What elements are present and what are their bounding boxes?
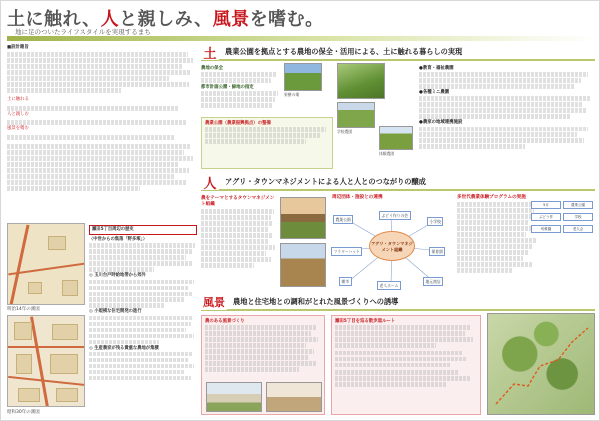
body-line <box>89 358 188 363</box>
body-line <box>7 135 174 140</box>
heading-education-farm: ●教育・福祉農園 <box>419 66 454 71</box>
body-line <box>89 297 184 302</box>
section-soil-title: 農業公園を拠点とする農地の保全・活用による、土に触れる暮らしの実現 <box>225 47 463 56</box>
body-line <box>89 286 188 291</box>
body-line <box>7 162 178 167</box>
history-box <box>89 225 197 235</box>
body-line <box>7 168 189 173</box>
section-people-kanji: 人 <box>201 174 219 190</box>
body-line <box>89 267 154 272</box>
section-landscape-header <box>201 295 595 311</box>
heading-farmland-preservation: 農地の保全 <box>201 66 223 71</box>
diagram-node: 農業公園 <box>333 215 353 224</box>
heading-mini-farms: ●各種ミニ農園 <box>419 90 450 96</box>
design-heading: ■設計趣旨 <box>7 45 29 50</box>
history-subtitle: 〈中世からの集落「野多塚」〉 <box>89 237 148 243</box>
body-line <box>89 316 193 321</box>
title-part-1: 土に触れ、 <box>7 9 101 30</box>
agri-park-box <box>201 117 333 169</box>
body-line <box>89 370 184 375</box>
body-line <box>7 156 193 161</box>
section-soil-header <box>201 45 595 61</box>
body-line <box>7 120 186 125</box>
photo-market <box>280 197 326 239</box>
diagram-node: 小学校 <box>427 217 443 226</box>
body-line <box>7 186 140 191</box>
diagram-node: フラワーハット <box>331 247 362 256</box>
program-cell: ぶどう作 <box>531 213 561 221</box>
landscape-box-b <box>331 315 481 415</box>
body-line <box>7 88 121 93</box>
title-part-5: を嗜む。 <box>249 9 324 30</box>
body-line <box>89 328 186 333</box>
heading-multigeneration: 多世代農業体験プログラムの実施 <box>457 195 526 200</box>
people-left-text <box>201 195 277 269</box>
soil-left-text <box>201 65 281 109</box>
heading-farmer-facilities: ●農家の地域連携施設 <box>419 120 463 126</box>
landscape-illustration-2 <box>266 382 322 412</box>
photo-orchard <box>284 63 322 91</box>
program-cell: 学校 <box>563 213 593 221</box>
heading-walking-route: 瀬田5丁目を巡る散歩道ルート <box>335 319 396 324</box>
body-line <box>89 352 192 357</box>
heading-partnership: 周辺団体・施設との連携 <box>332 195 383 200</box>
body-line <box>89 280 194 285</box>
body-line <box>7 76 169 81</box>
photo-experience-farm <box>379 126 413 150</box>
partnership-diagram <box>331 201 451 291</box>
body-line <box>89 334 194 339</box>
section-soil-kanji: 土 <box>201 44 219 60</box>
photo-caption-orchard: 果樹の畑 <box>284 92 300 97</box>
body-line <box>89 303 165 308</box>
section-landscape-title: 農地と住宅地との調和がとれた風景づくりへの誘導 <box>233 297 399 306</box>
program-cell: 農業公園 <box>563 201 593 209</box>
heading-agri-park: 農業公園（農業振興拠点）の整備 <box>205 121 271 126</box>
diagram-node: 朝市 <box>339 277 352 286</box>
body-line <box>89 364 194 369</box>
body-line <box>89 261 193 266</box>
diagram-center: アグリ・タウンマネジメント組織 <box>369 231 415 261</box>
heading-town-management: 農をテーマとするタウンマネジメント組織 <box>201 196 275 208</box>
history-item-1: ◎ 玉川台戸時給地帯から郊外 <box>89 273 146 279</box>
historic-map-showa <box>7 315 85 407</box>
body-line <box>89 255 186 260</box>
photo-aerial-park <box>337 63 385 99</box>
body-line <box>89 249 192 254</box>
map-caption-meiji: 明治14年の測図 <box>7 307 40 312</box>
page-subtitle: 地に足のついたライフスタイルを実現するまち <box>15 28 151 36</box>
section-people-header <box>201 175 595 191</box>
body-line <box>7 64 182 69</box>
body-line <box>7 70 191 75</box>
title-part-2: 人 <box>100 9 120 30</box>
body-line <box>89 292 192 297</box>
route-aerial-map <box>487 313 595 415</box>
photo-farm-work <box>280 243 326 287</box>
landscape-box-a <box>201 315 325 415</box>
history-item-3: ◎ 生産農家が残る貴重な農地が集積 <box>89 345 159 351</box>
body-line <box>7 58 193 63</box>
history-notes <box>89 225 197 415</box>
body-line <box>7 106 178 111</box>
program-table <box>531 201 593 271</box>
body-line <box>7 180 186 185</box>
body-line <box>89 340 159 345</box>
photo-school-farm <box>337 102 375 128</box>
section-people-title: アグリ・タウンマネジメントによる人と人とのつながりの醸成 <box>225 177 426 186</box>
body-line <box>7 144 191 149</box>
soil-right-text <box>419 65 595 150</box>
body-line <box>89 376 191 381</box>
body-line <box>7 150 184 155</box>
landscape-illustration <box>206 382 262 412</box>
body-line <box>89 322 191 327</box>
history-item-2: ◎ 小規模な住宅開発の進行 <box>89 309 142 315</box>
photo-caption-school: 学校農園 <box>337 129 353 134</box>
body-line <box>7 82 189 87</box>
photo-caption-experience: 体験農園 <box>379 151 395 156</box>
title-part-3: と親しみ、 <box>119 9 213 30</box>
program-cell: 幼稚園 <box>531 225 561 233</box>
heading-agri-landscape: 農のある風景づくり <box>205 319 245 324</box>
historic-map-meiji <box>7 223 85 305</box>
intro-red-2: 人と親しむ <box>7 111 29 117</box>
diagram-node: 地元商店 <box>423 277 443 286</box>
title-part-4: 風景 <box>212 9 250 30</box>
map-caption-showa: 昭和30年の測図 <box>7 410 40 415</box>
diagram-node: 老人ホーム <box>377 281 401 290</box>
intro-red-3: 風景を嗜む <box>7 126 29 132</box>
program-cell: 5月 <box>531 201 561 209</box>
body-line <box>89 243 195 248</box>
route-line <box>488 314 595 415</box>
history-box-title: 瀬田5丁目周辺の歴史 <box>92 227 134 232</box>
body-line <box>7 52 188 57</box>
diagram-node: ぶどう作りの会 <box>379 211 411 220</box>
intro-red-1: 土に触れる <box>7 97 29 103</box>
program-cell: 老人会 <box>563 225 593 233</box>
section-landscape-kanji: 風景 <box>203 296 225 309</box>
heading-park-designation: 都市計画公園・緑地の指定 <box>201 84 254 90</box>
design-intent-text <box>7 45 197 192</box>
title-rule <box>7 36 595 41</box>
body-line <box>7 174 174 179</box>
diagram-node: 保育園 <box>429 247 445 256</box>
